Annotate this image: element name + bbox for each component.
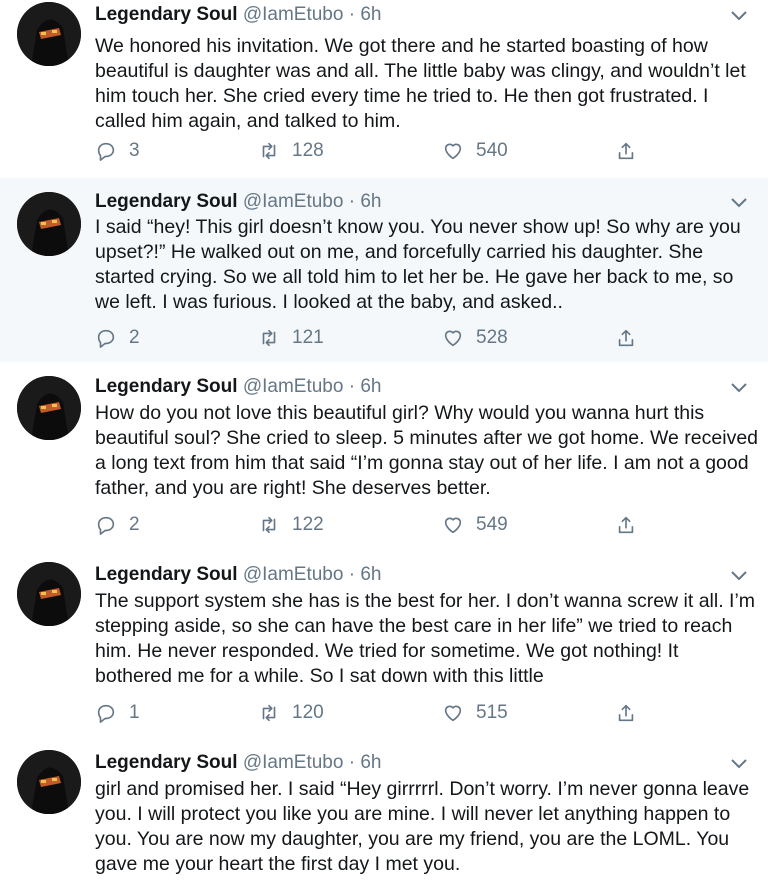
reply-icon: [95, 140, 117, 162]
avatar[interactable]: [17, 376, 81, 440]
tweet-header: [95, 752, 381, 774]
user-handle[interactable]: @IamEtubo: [242, 4, 344, 25]
retweet-count: 128: [292, 140, 324, 161]
like-icon: [442, 702, 464, 724]
user-handle[interactable]: @IamEtubo: [242, 564, 344, 585]
retweet-count: 121: [292, 327, 324, 348]
avatar[interactable]: [17, 750, 81, 814]
display-name[interactable]: Legendary Soul: [95, 191, 238, 212]
reply-count: 3: [129, 140, 140, 161]
share-button[interactable]: [615, 512, 637, 538]
tweet-actions: [95, 512, 655, 538]
user-handle[interactable]: @IamEtubo: [242, 376, 344, 397]
reply-button[interactable]: [95, 700, 140, 726]
reply-button[interactable]: [95, 512, 140, 538]
chevron-down-icon[interactable]: [730, 10, 748, 22]
avatar-image: [17, 192, 81, 256]
tweet-header: [95, 376, 381, 398]
like-icon: [442, 514, 464, 536]
tweet-header: [95, 564, 381, 586]
share-button[interactable]: [615, 138, 637, 164]
tweet-text: I said “hey! This girl doesn’t know you. You never show up! So why are you upset?!” He walked out on me, and forcefully carried his daughter. She started crying. So we all told him to let her be. He gave her back to me, so we left. I was furious. I looked at the baby, and asked..: [95, 216, 741, 313]
retweet-button[interactable]: [258, 700, 324, 726]
avatar-image: [17, 562, 81, 626]
separator-dot: ·: [348, 376, 356, 397]
reply-icon: [95, 514, 117, 536]
tweet[interactable]: [0, 178, 768, 362]
tweet[interactable]: [0, 736, 768, 880]
share-icon: [615, 327, 637, 349]
like-count: 549: [476, 514, 508, 535]
chevron-down-icon[interactable]: [730, 570, 748, 582]
like-count: 528: [476, 327, 508, 348]
display-name[interactable]: Legendary Soul: [95, 376, 238, 397]
like-button[interactable]: [442, 512, 508, 538]
separator-dot: ·: [348, 752, 356, 773]
timestamp[interactable]: 6h: [360, 376, 382, 397]
reply-count: 1: [129, 702, 140, 723]
retweet-button[interactable]: [258, 512, 324, 538]
share-icon: [615, 514, 637, 536]
reply-button[interactable]: [95, 138, 140, 164]
tweet-header: [95, 4, 381, 26]
avatar[interactable]: [17, 562, 81, 626]
display-name[interactable]: Legendary Soul: [95, 752, 238, 773]
tweet-text: girl and promised her. I said “Hey girrrrrl. Don’t worry. I’m never gonna leave you. I will protect you like you are mine. I will never let anything happen to you. You are now my daughter, you are my friend, you are the LOML. You gave me your heart the first day I met you.: [95, 778, 750, 875]
retweet-button[interactable]: [258, 138, 324, 164]
avatar[interactable]: [17, 192, 81, 256]
display-name[interactable]: Legendary Soul: [95, 564, 238, 585]
retweet-button[interactable]: [258, 325, 324, 351]
retweet-icon: [258, 140, 280, 162]
retweet-icon: [258, 327, 280, 349]
share-icon: [615, 140, 637, 162]
tweet-actions: [95, 700, 655, 726]
avatar-image: [17, 750, 81, 814]
share-icon: [615, 702, 637, 724]
tweet[interactable]: [0, 362, 768, 548]
like-icon: [442, 140, 464, 162]
like-button[interactable]: [442, 325, 508, 351]
reply-icon: [95, 702, 117, 724]
avatar-image: [17, 376, 81, 440]
user-handle[interactable]: @IamEtubo: [242, 752, 344, 773]
tweet[interactable]: [0, 0, 768, 178]
tweet-actions: [95, 325, 655, 351]
display-name[interactable]: Legendary Soul: [95, 4, 238, 25]
retweet-count: 122: [292, 514, 324, 535]
chevron-down-icon[interactable]: [730, 382, 748, 394]
retweet-icon: [258, 702, 280, 724]
retweet-count: 120: [292, 702, 324, 723]
avatar[interactable]: [17, 2, 81, 66]
reply-icon: [95, 327, 117, 349]
separator-dot: ·: [348, 564, 356, 585]
reply-count: 2: [129, 514, 140, 535]
like-button[interactable]: [442, 700, 508, 726]
tweet-header: [95, 191, 381, 213]
like-icon: [442, 327, 464, 349]
retweet-icon: [258, 514, 280, 536]
share-button[interactable]: [615, 325, 637, 351]
reply-button[interactable]: [95, 325, 140, 351]
like-count: 515: [476, 702, 508, 723]
separator-dot: ·: [348, 191, 356, 212]
timestamp[interactable]: 6h: [360, 752, 382, 773]
tweet-text: How do you not love this beautiful girl? Why would you wanna hurt this beautiful soul? She cried to sleep. 5 minutes after we got home. We received a long text from him that said “I’m gonna stay out of her life. I am not a good father, and you are right! She deserves better.: [95, 402, 759, 499]
share-button[interactable]: [615, 700, 637, 726]
chevron-down-icon[interactable]: [730, 197, 748, 209]
reply-count: 2: [129, 327, 140, 348]
like-count: 540: [476, 140, 508, 161]
tweet-actions: [95, 138, 655, 164]
like-button[interactable]: [442, 138, 508, 164]
tweet[interactable]: [0, 548, 768, 736]
avatar-image: [17, 2, 81, 66]
timestamp[interactable]: 6h: [360, 4, 382, 25]
timestamp[interactable]: 6h: [360, 191, 382, 212]
user-handle[interactable]: @IamEtubo: [242, 191, 344, 212]
tweet-text: We honored his invitation. We got there and he started boasting of how beautiful is daughter was and all. The little baby was clingy, and wouldn’t let him touch her. She cried every time he tried to. He then got frustrated. I called him again, and talked to him.: [95, 35, 746, 132]
tweet-text: The support system she has is the best for her. I don’t wanna screw it all. I’m stepping aside, so she can have the best care in her life” we tried to reach him. He never responded. We tried for sometime. We got nothing! It bothered me for a while. So I sat down with this little: [95, 590, 756, 687]
chevron-down-icon[interactable]: [730, 758, 748, 770]
timestamp[interactable]: 6h: [360, 564, 382, 585]
separator-dot: ·: [348, 4, 356, 25]
